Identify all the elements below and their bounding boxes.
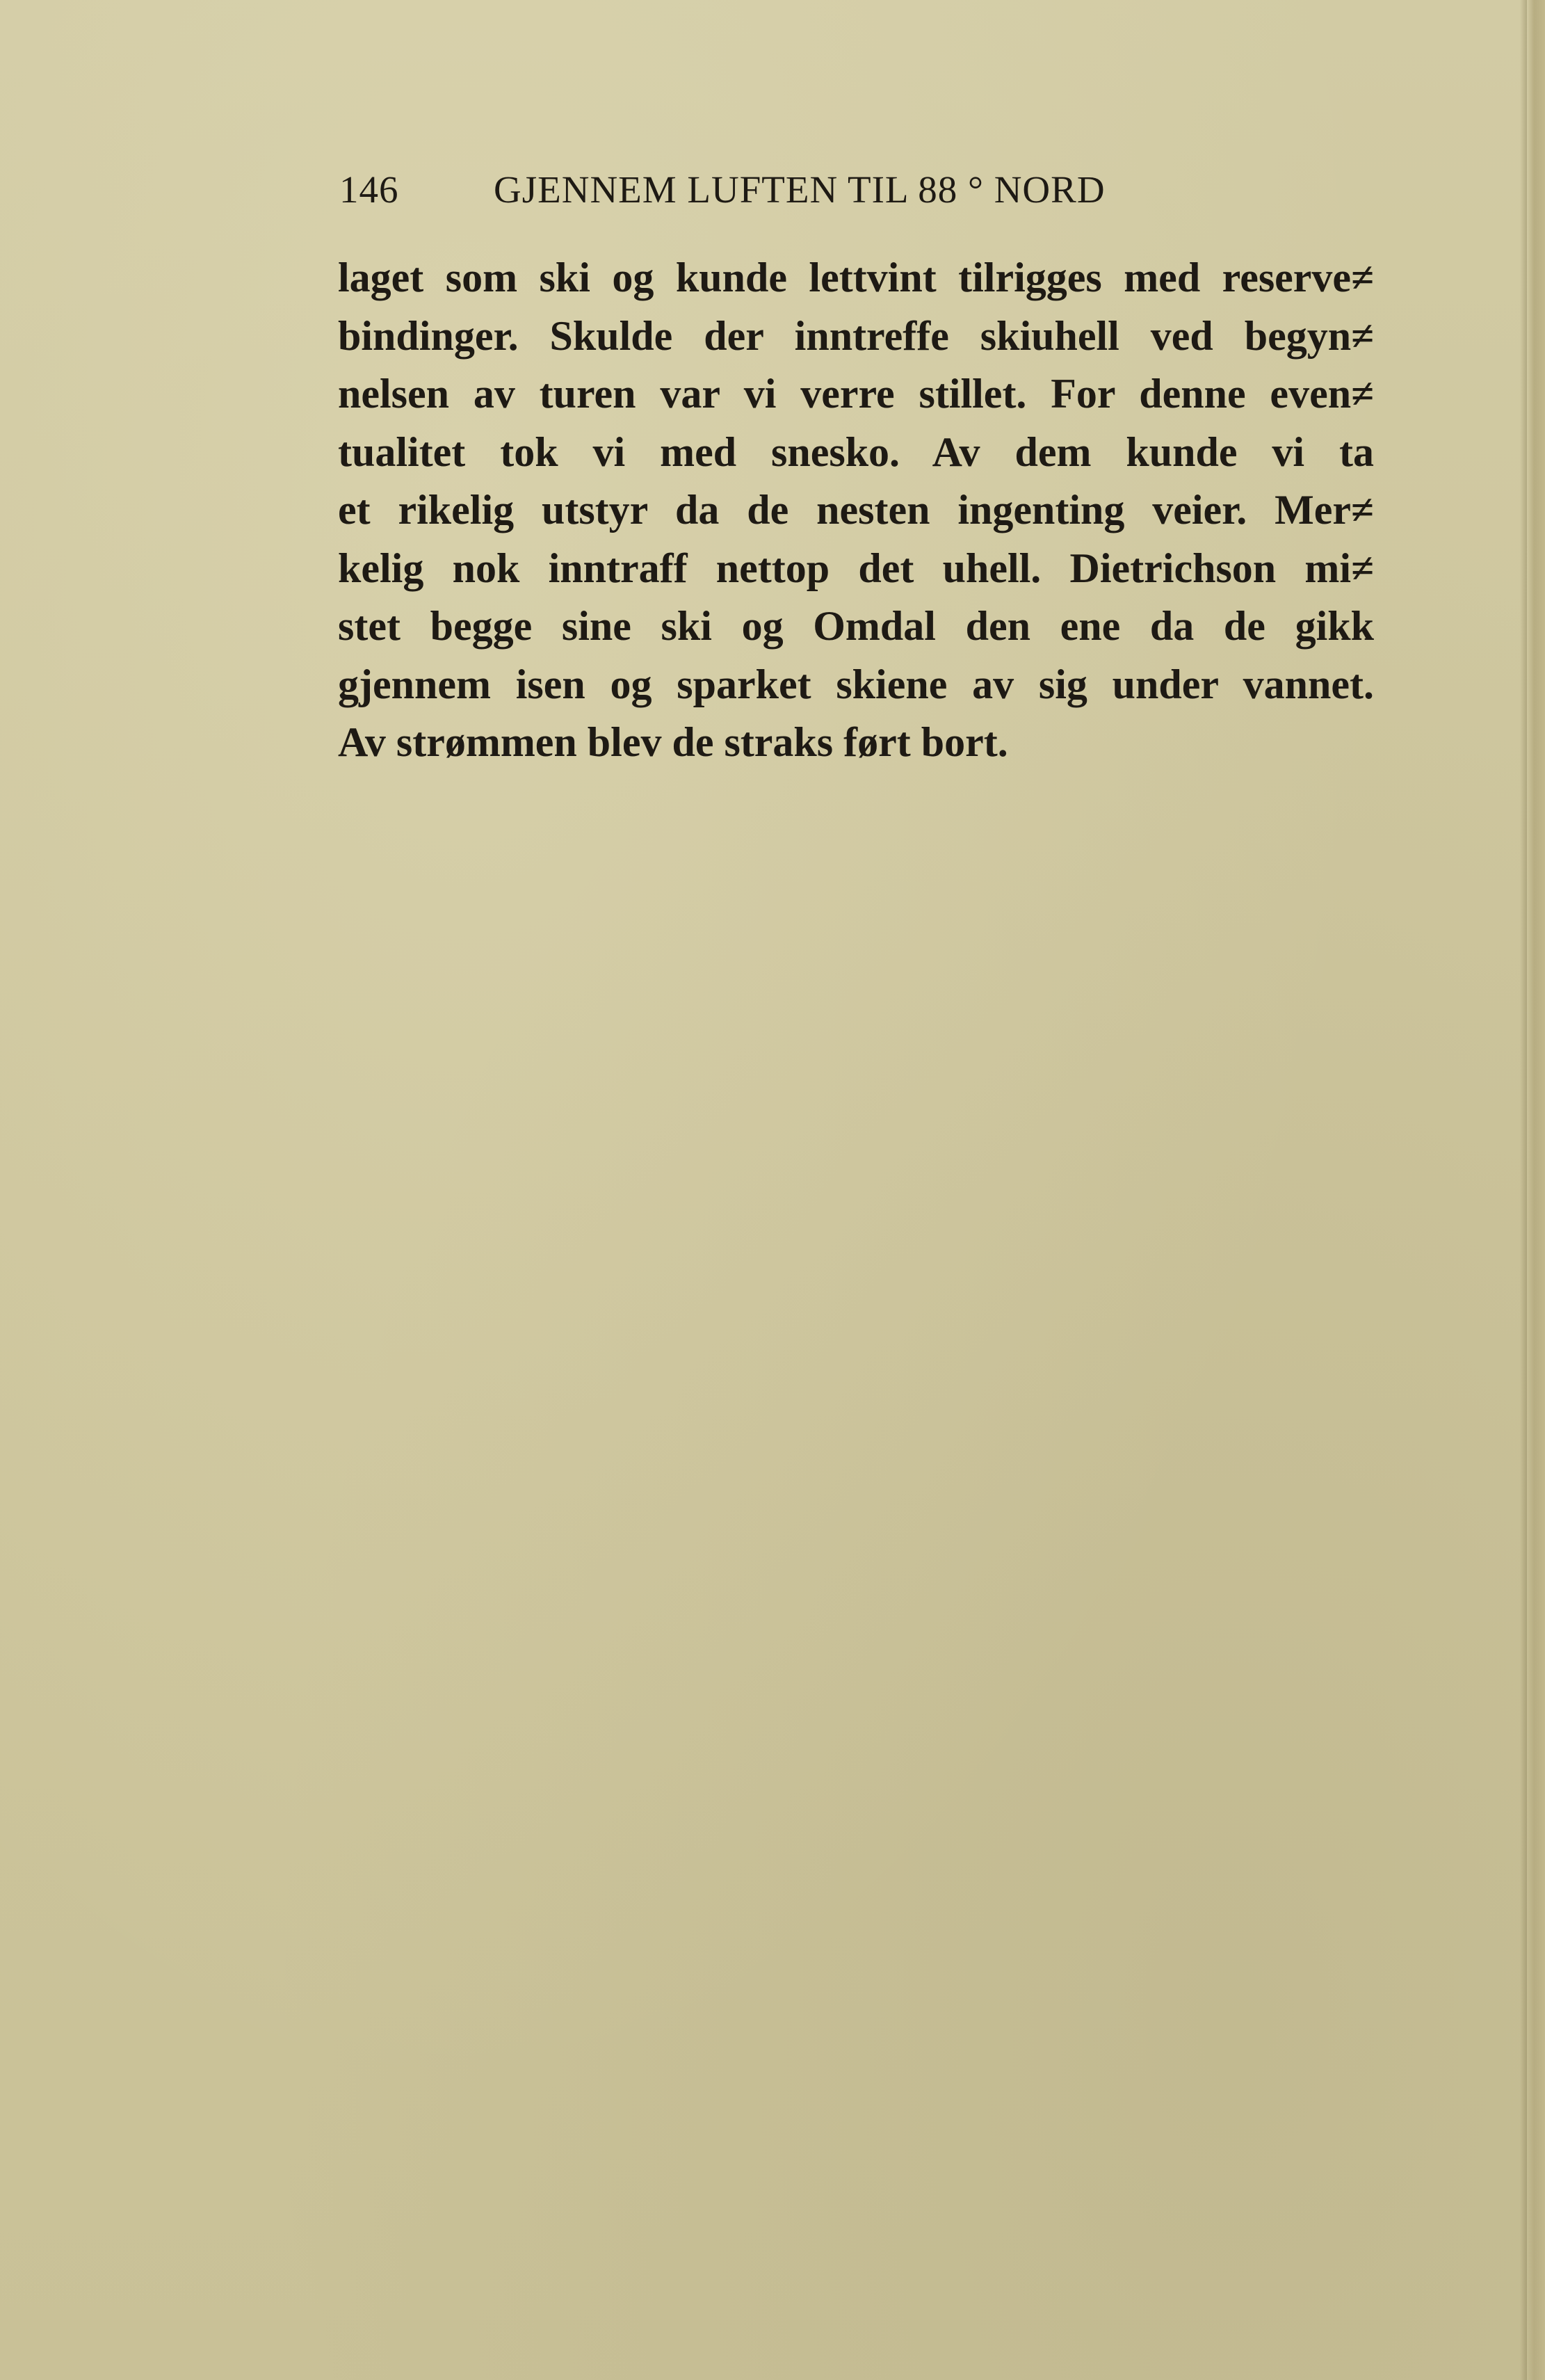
text-line: nelsen av turen var vi verre stillet. For denne even≠ bbox=[338, 371, 1374, 417]
page-gutter-shadow bbox=[1520, 0, 1527, 2380]
text-line: tualitet tok vi med snesko. Av dem kunde vi ta bbox=[338, 428, 1374, 475]
page-number: 146 bbox=[339, 168, 399, 211]
text-line: kelig nok inntraff nettop det uhell. Dietrichson mi≠ bbox=[338, 545, 1374, 591]
page-edge bbox=[1527, 0, 1545, 2380]
running-title: GJENNEM LUFTEN TIL 88 ° NORD bbox=[494, 168, 1106, 211]
text-line: Av strømmen blev de straks ført bort. bbox=[338, 719, 1008, 765]
text-line: laget som ski og kunde lettvint tilrigges med reserve≠ bbox=[338, 255, 1374, 300]
text-line: gjennem isen og sparket skiene av sig under vannet. bbox=[338, 661, 1374, 707]
text-line: et rikelig utstyr da de nesten ingenting veier. Mer≠ bbox=[338, 487, 1374, 533]
body-paragraph bbox=[338, 249, 1374, 772]
text-line: stet begge sine ski og Omdal den ene da de gikk bbox=[338, 603, 1374, 649]
text-line: bindinger. Skulde der inntreffe skiuhell ved begyn≠ bbox=[338, 312, 1374, 359]
running-head bbox=[339, 166, 1219, 214]
